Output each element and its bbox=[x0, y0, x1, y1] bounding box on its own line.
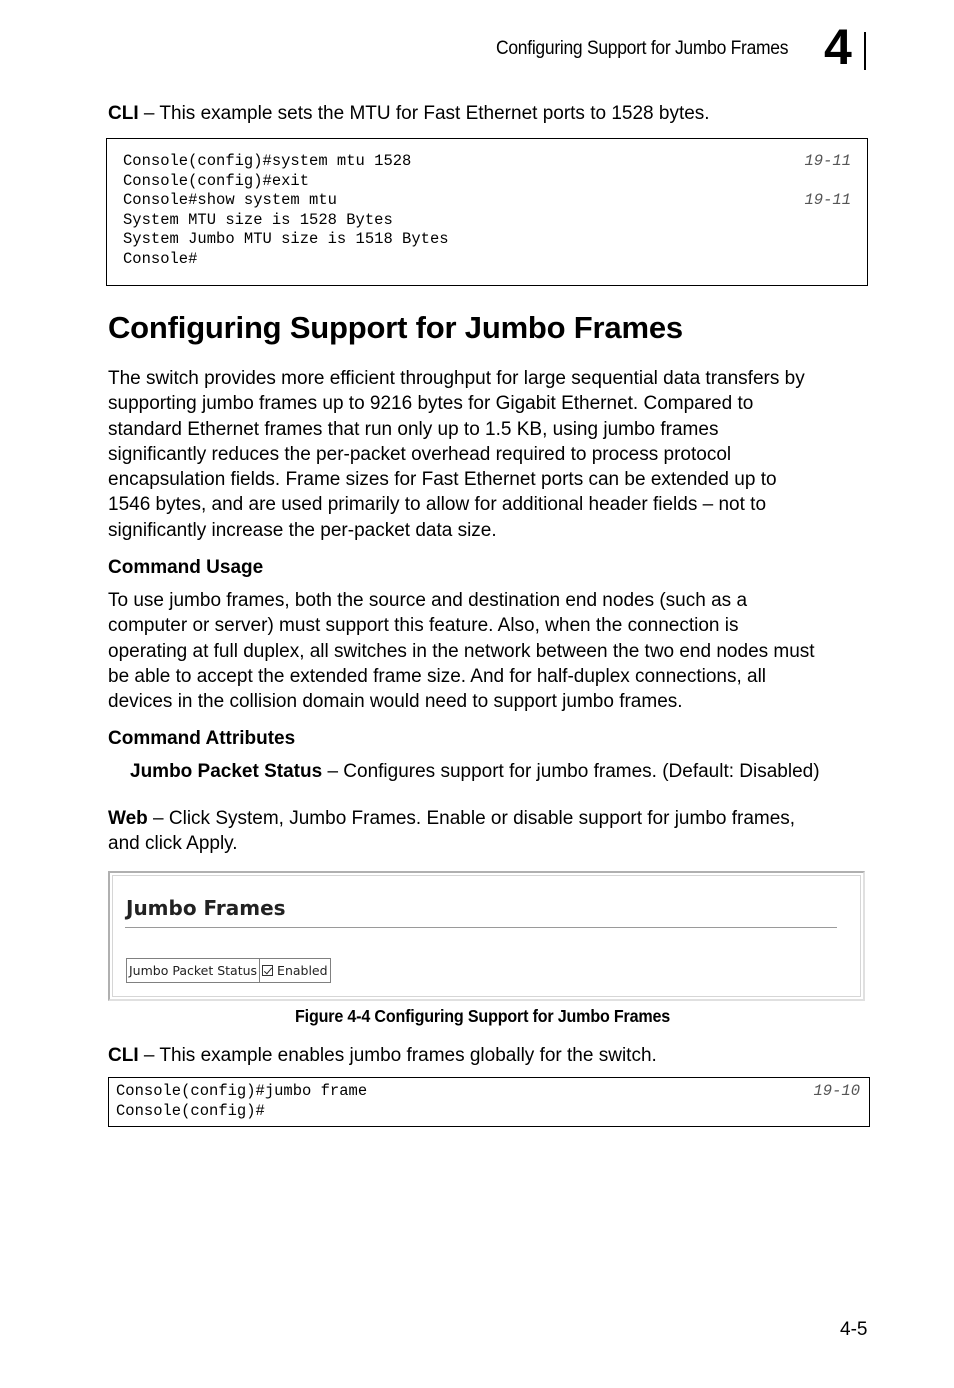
code-line: System MTU size is 1528 Bytes bbox=[123, 210, 393, 229]
chapter-marker-bar bbox=[864, 32, 866, 70]
enabled-checkbox[interactable] bbox=[262, 965, 273, 976]
intro-paragraph bbox=[108, 366, 868, 543]
enabled-checkbox-label[interactable]: Enabled bbox=[277, 963, 328, 978]
text-line: supporting jumbo frames up to 9216 bytes for Gigabit Ethernet. Compared to bbox=[108, 393, 754, 415]
chapter-number: 4 bbox=[824, 19, 852, 75]
text-line: devices in the collision domain would need to support jumbo frames. bbox=[108, 691, 683, 713]
text-line: 1546 bytes, and are used primarily to allow for additional header fields – not to bbox=[108, 494, 767, 516]
cli-intro-text: – This example sets the MTU for Fast Ethernet ports to 1528 bytes. bbox=[138, 103, 710, 124]
text-line: significantly reduces the per-packet overhead required to process protocol bbox=[108, 443, 732, 465]
code-block-2 bbox=[108, 1077, 870, 1127]
code-line: Console(config)#system mtu 1528 19-11 bbox=[123, 152, 851, 170]
attribute-name: Jumbo Packet Status bbox=[130, 761, 323, 782]
command-usage-heading: Command Usage bbox=[108, 557, 264, 578]
text-line: operating at full duplex, all switches in the network between the two end nodes must bbox=[108, 640, 815, 662]
code-line: Console(config)#exit bbox=[123, 171, 310, 190]
jumbo-packet-status-label: Jumbo Packet Status bbox=[127, 959, 260, 982]
cli-lead: CLI bbox=[108, 1045, 139, 1066]
attribute-text: – Configures support for jumbo frames. (Default: Disabled) bbox=[322, 761, 820, 782]
cli-intro-paragraph-1 bbox=[108, 101, 868, 126]
section-title: Configuring Support for Jumbo Frames bbox=[108, 310, 683, 345]
text-line: significantly increase the per-packet data size. bbox=[108, 519, 497, 541]
code-line: Console# bbox=[123, 249, 198, 268]
cli-lead: CLI bbox=[108, 103, 139, 124]
jumbo-settings-table bbox=[126, 958, 331, 983]
figure-caption: Figure 4-4 Configuring Support for Jumbo Frames bbox=[295, 1006, 671, 1026]
jumbo-frames-web-panel bbox=[108, 871, 865, 1001]
web-lead: Web bbox=[108, 808, 148, 829]
text-line: The switch provides more efficient throughput for large sequential data transfers by bbox=[108, 368, 805, 389]
text-line: – Click System, Jumbo Frames. Enable or disable support for jumbo frames, bbox=[147, 808, 796, 829]
code-line: Console(config)#jumbo frame 19-10 bbox=[116, 1082, 860, 1100]
code-line: System Jumbo MTU size is 1518 Bytes bbox=[123, 230, 449, 248]
page-number: 4-5 bbox=[840, 1319, 868, 1340]
command-reference: 19-11 bbox=[804, 191, 851, 209]
web-panel-title: Jumbo Frames bbox=[126, 896, 286, 920]
web-instruction-paragraph bbox=[108, 806, 868, 857]
running-header-title: Configuring Support for Jumbo Frames bbox=[496, 38, 789, 59]
text-line: encapsulation fields. Frame sizes for Fast Ethernet ports can be extended up to bbox=[108, 469, 777, 491]
code-line: Console#show system mtu 19-11 bbox=[123, 191, 851, 209]
cli-intro-paragraph-2 bbox=[108, 1043, 868, 1068]
cli-intro-text: – This example enables jumbo frames globally for the switch. bbox=[138, 1045, 657, 1066]
web-panel-inner bbox=[112, 875, 861, 997]
code-line: Console(config)# bbox=[116, 1101, 265, 1120]
text-line: To use jumbo frames, both the source and destination end nodes (such as a bbox=[108, 590, 748, 611]
text-line: computer or server) must support this feature. Also, when the connection is bbox=[108, 615, 739, 637]
code-block-1 bbox=[106, 138, 868, 286]
command-reference: 19-11 bbox=[804, 152, 851, 170]
command-reference: 19-10 bbox=[813, 1082, 860, 1100]
command-usage-paragraph bbox=[108, 588, 868, 714]
jumbo-enable-control[interactable] bbox=[260, 959, 330, 982]
web-title-divider bbox=[125, 927, 837, 928]
text-line: and click Apply. bbox=[108, 833, 238, 855]
command-attributes-heading: Command Attributes bbox=[108, 728, 296, 749]
text-line: be able to accept the extended frame size. And for half-duplex connections, all bbox=[108, 665, 767, 687]
attribute-description bbox=[130, 759, 870, 784]
text-line: standard Ethernet frames that run only up to 1.5 KB, using jumbo frames bbox=[108, 418, 719, 440]
